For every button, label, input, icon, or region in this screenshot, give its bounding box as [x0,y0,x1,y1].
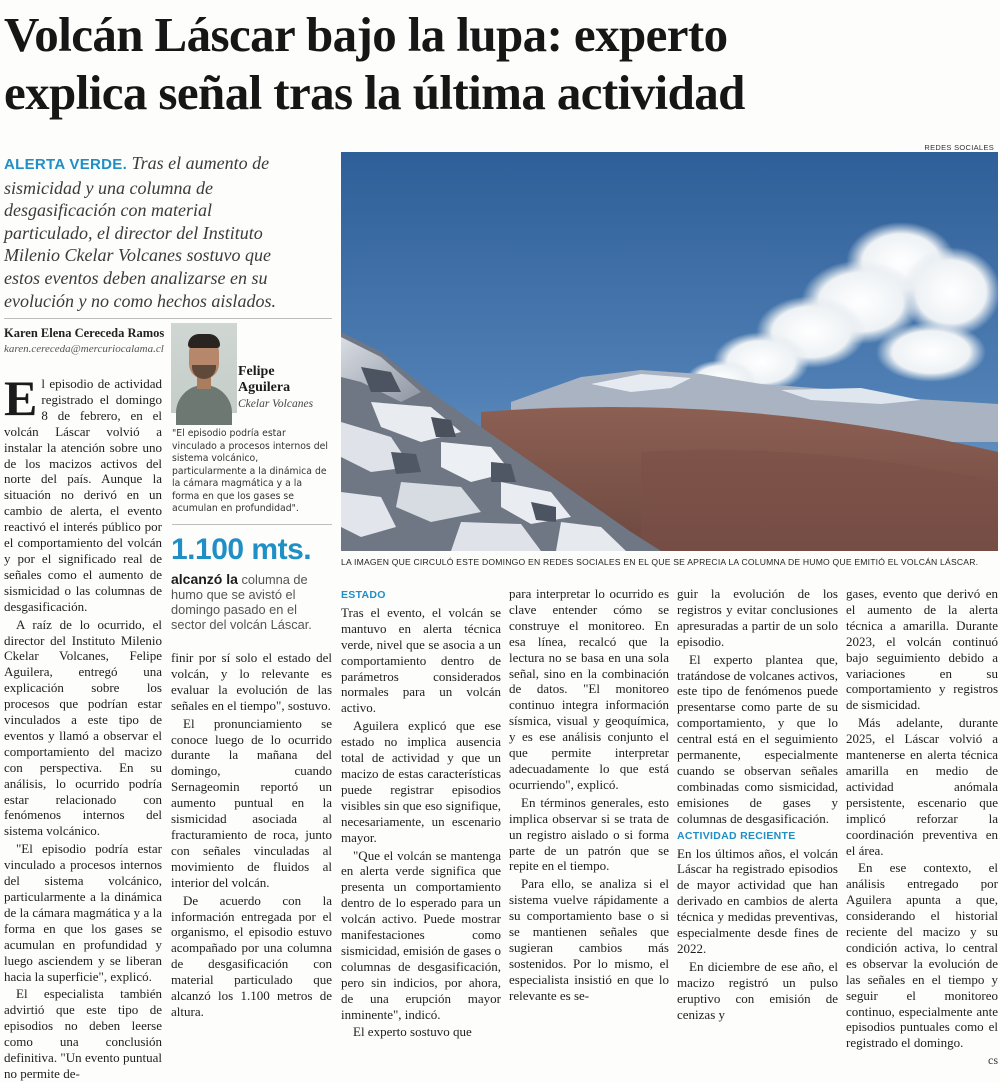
body-paragraph: A raíz de lo ocurrido, el director del Instituto Milenio Ckelar Volcanes, Felipe Aguilera, entregó una explicación sobre los procesos que podrían estar vinculados a este tipo de eventos y llamó a observar el comportamiento del macizo con perspectiva. En su análisis, lo ocurrido podría estar relacionado con fenómenos internos del sistema volcánico. [4,616,162,839]
body-paragraph: gases, evento que derivó en el aumento de la alerta técnica a amarilla. Durante 2023, el volcán continuó bajo seguimiento debido a variaciones en su comportamiento y registros de sismicidad. [846,586,998,713]
headline-line-1: Volcán Láscar bajo la lupa: experto [4,7,728,62]
body-paragraph: Más adelante, durante 2025, el Láscar volvió a mantenerse en alerta técnica amarilla en medio de actividad anómala persistente, escenario que implicó reforzar la coordinación preventiva en el área. [846,715,998,858]
body-column-6 [846,586,998,1069]
body-paragraph: El experto sostuvo que [353,1024,472,1040]
divider [4,318,332,319]
body-paragraph: El especialista también advirtió que este tipo de episodios no deben leerse como una conclusión definitiva. "Un evento puntual no permite de- [4,986,162,1081]
divider [172,524,332,525]
body-column-5 [677,586,838,1022]
body-paragraph: guir la evolución de los registros y evitar conclusiones apresuradas a partir de un solo episodio. [677,586,838,649]
body-column-4 [509,586,669,1004]
author-email[interactable]: karen.cereceda@mercuriocalama.cl [4,343,164,355]
photo-caption: LA IMAGEN QUE CIRCULÓ ESTE DOMINGO EN REDES SOCIALES EN EL QUE SE APRECIA LA COLUMNA DE HUMO QUE EMITIÓ EL VOLCÁN LÁSCAR. [341,557,979,567]
body-paragraph: Tras el evento, el volcán se mantuvo en alerta técnica verde, nivel que se asocia a un comportamiento dentro de parámetros considerados normales para un volcán activo. [341,604,501,716]
profile-name: Felipe Aguilera [238,364,291,395]
body-paragraph: para interpretar lo ocurrido es clave entender cómo se construye el monitoreo. En esa línea, recalcó que la lectura no se basa en una sola señal, sino en la combinación de datos. "El monitoreo continuo integra información sísmica, visual y geoquímica, y es ese análisis conjunto el que permite interpretar adecuadamente lo que está ocurriendo", explicó. [509,586,669,792]
body-paragraph: l episodio de actividad registrado el domingo 8 de febrero, en el volcán Láscar volvió a instalar la atención sobre uno de los macizos activos del norte del país. Aunque la situación no derivó en un cambio de alerta, el evento reactivó el interés público por el comportamiento del volcán y por el significado real de señales como el aumento de sismicidad o las columnas de desgasificación. [4,376,162,614]
section-subhead: ESTADO [341,589,386,601]
profile-photo [171,323,237,413]
body-paragraph: Aguilera explicó que ese estado no implica ausencia total de actividad y que un macizo de estas características puede registrar episodios visibles sin que eso signifique, necesariamente, un escenario mayor. [341,718,501,845]
profile-role: Ckelar Volcanes [238,398,314,410]
body-column-2 [171,650,332,1020]
lead-tag: ALERTA VERDE. [4,156,128,173]
highlight-bold: alcanzó la [171,571,238,587]
highlight-text [171,572,331,632]
pull-quote: "El episodio podría estar vinculado a procesos internos del sistema volcánico, particularmente a la dinámica de la cámara magmática y a la forma en que los gases se acumulan en profundidad". [172,428,328,514]
volcano-photo [341,152,998,551]
drop-cap: E [4,370,38,426]
end-mark: cs [988,1053,998,1068]
body-paragraph: "Que el volcán se mantenga en alerta verde significa que presenta un comportamiento dentro de lo esperado para un volcán activo. Puede mostrar manifestaciones como sismicidad, emisión de gases o columnas de desgasificación, pero sin indicios, por ahora, de una erupción mayor inminente", indicó. [341,847,501,1022]
body-paragraph: En términos generales, esto implica observar si se trata de un registro aislado o si forma parte de un patrón que se repite en el tiempo. [509,794,669,874]
body-column-1 [4,370,162,1082]
body-paragraph: En ese contexto, el análisis entregado por Aguilera apunta a que, considerando el historial reciente del macizo y su condición activa, lo central es observar la evolución de las señales en el tiempo y seguir el monitoreo continuo, especialmente ante episodios puntuales como el registrado el domingo. [846,860,998,1051]
section-subhead: ACTIVIDAD RECIENTE [677,829,796,842]
body-paragraph: El pronunciamiento se conoce luego de lo ocurrido durante la mañana del domingo, cuando Sernageomin reportó un aumento puntual en la sismicidad asociada al fracturamiento de roca, junto con señales vinculadas al movimiento de fluidos al interior del volcán. [171,715,332,890]
body-paragraph: finir por sí solo el estado del volcán, y lo relevante es evaluar la evolución de las señales en el tiempo", sostuvo. [171,650,332,713]
body-paragraph: Para ello, se analiza si el sistema vuelve rápidamente a su comportamiento base o si se mantienen señales que sugieran cambios más sostenidos. Por lo mismo, el especialista insistió en que lo relevante es se- [509,876,669,1003]
body-paragraph: En diciembre de ese año, el macizo registró un pulso eruptivo con emisión de cenizas y [677,958,838,1022]
body-column-3 [341,586,501,1040]
author-name: Karen Elena Cereceda Ramos [4,326,165,340]
body-paragraph: En los últimos años, el volcán Láscar ha registrado episodios de mayor actividad que han derivado en cambios de alerta técnica y medidas preventivas, especialmente desde fines de 2022. [677,845,838,956]
body-paragraph: El experto plantea que, tratándose de volcanes activos, este tipo de fenómenos puede presentarse como parte de su comportamiento, y que lo central está en el seguimiento permanente, especialmente cuando se observan señales combinadas como sismicidad, emisiones de gases y columnas de desgasificación. [677,651,838,826]
body-paragraph: De acuerdo con la información entregada por el organismo, el episodio estuvo acompañado por una columna de desgasificación con material particulado que alcanzó los 1.100 metros de altura. [171,892,332,1019]
headline-line-2: explica señal tras la última actividad [4,65,745,120]
body-paragraph: "El episodio podría estar vinculado a procesos internos del sistema volcánico, particularmente a la dinámica de la cámara magmática y a la forma en que los gases se acumulan en profundidad y luego asciendem y se liberan hacia la superficie", explicó. [4,841,162,984]
photo-credit: REDES SOCIALES [924,143,994,152]
lead-paragraph [4,152,304,312]
lead-text: Tras el aumento de sismicidad y una columna de desgasificación con material particulado, el director del Instituto Milenio Ckelar Volcanes sostuvo que estos eventos deben analizarse en su evolución y no como hechos aislados. [4,153,276,311]
headline [4,6,996,122]
highlight-desc: columna de humo que se avistó el domingo pasado en el sector del volcán Láscar. [171,572,312,632]
highlight-number: 1.100 mts. [171,533,312,566]
